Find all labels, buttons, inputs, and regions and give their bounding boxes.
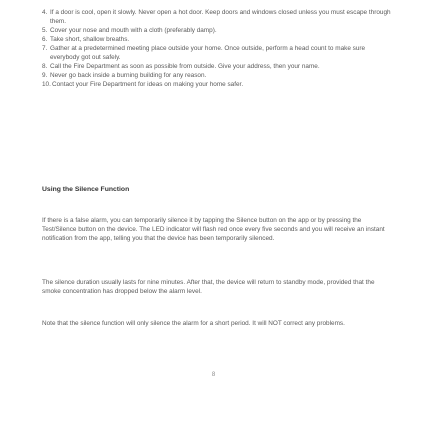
- list-item: [42, 71, 392, 80]
- step-number: 4.: [42, 9, 48, 16]
- step-text: Cover your nose and mouth with a cloth (preferably damp).: [50, 27, 217, 34]
- step-number: 8.: [42, 63, 48, 70]
- page-number: 8: [211, 372, 216, 378]
- step-text: If a door is cool, open it slowly. Never open a hot door. Keep doors and windows closed unless you must escape through them.: [50, 9, 391, 25]
- escape-steps-list: [42, 8, 392, 89]
- list-item: [42, 35, 392, 44]
- step-text: Never go back inside a burning building for any reason.: [50, 72, 207, 79]
- paragraph-silence-note: Note that the silence function will only silence the alarm for a short period. It will NOT correct any problems.: [42, 320, 345, 327]
- list-item: [42, 44, 392, 62]
- step-text: Gather at a predetermined meeting place outside your home. Once outside, perform a head count to make sure everybody got out safely.: [50, 45, 366, 61]
- section-heading: Using the Silence Function: [42, 186, 130, 193]
- step-number: 10.: [42, 81, 51, 88]
- step-number: 7.: [42, 45, 48, 52]
- paragraph-silence-duration: The silence duration usually lasts for nine minutes. After that, the device will return to standby mode, provided that the smoke concentration has dropped below the alarm level.: [42, 279, 375, 295]
- step-number: 5.: [42, 27, 48, 34]
- step-text: Call the Fire Department as soon as possible from outside. Give your address, then your name.: [50, 63, 320, 70]
- step-number: 9.: [42, 72, 48, 79]
- list-item: [42, 62, 392, 71]
- list-item: [42, 26, 392, 35]
- manual-page: [42, 0, 392, 426]
- list-item: [42, 8, 392, 26]
- step-text: Take short, shallow breaths.: [50, 36, 130, 43]
- step-number: 6.: [42, 36, 48, 43]
- list-item: [42, 80, 392, 89]
- step-text: Contact your Fire Department for ideas on making your home safer.: [52, 81, 244, 88]
- paragraph-false-alarm: If there is a false alarm, you can temporarily silence it by tapping the Silence button on the app or by pressing the Test/Silence button on the device. The LED indicator will flash red once every five seconds and you will receive an instant notification from the app, telling you that the device has been temporarily silenced.: [42, 217, 385, 242]
